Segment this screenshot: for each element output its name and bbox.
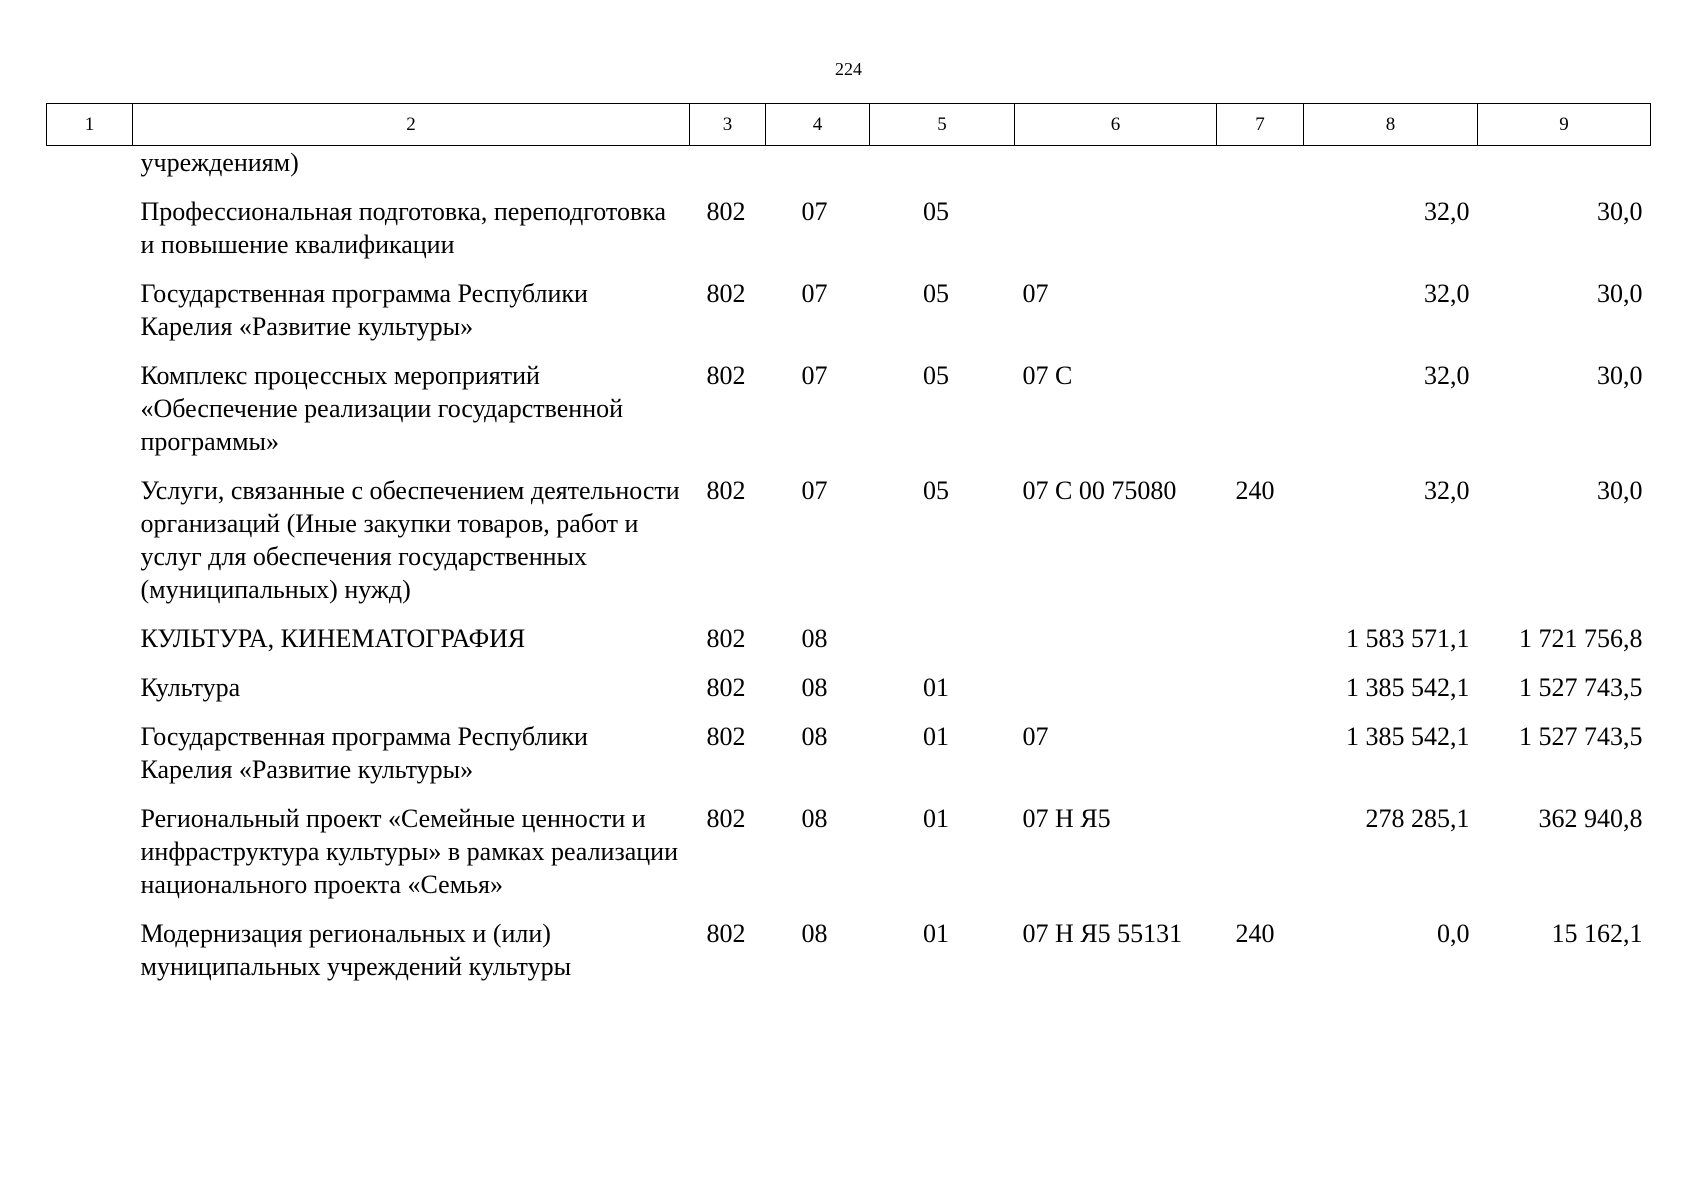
amount-year-2: 30,0 — [1597, 361, 1643, 390]
table-row — [47, 359, 1651, 474]
amount-year-2 — [1478, 146, 1651, 196]
subsection-code: 01 — [923, 722, 949, 751]
item-name: Государственная программа Республики Карелия «Развитие культуры» — [140, 279, 588, 341]
row-spacer — [47, 146, 133, 196]
admin-code: 802 — [706, 197, 746, 226]
row-spacer — [47, 802, 133, 917]
expense-type — [1217, 277, 1304, 359]
column-number-header — [47, 104, 1651, 146]
page-number: 224 — [835, 59, 862, 79]
amount-year-1: 32,0 — [1424, 279, 1470, 308]
amount-year-1: 32,0 — [1424, 476, 1470, 505]
expense-type — [1217, 802, 1304, 917]
section-code: 07 — [801, 197, 828, 226]
table-row — [47, 622, 1651, 671]
column-header: 8 — [1304, 104, 1478, 146]
table-row — [47, 720, 1651, 802]
target-article — [1015, 671, 1217, 720]
amount-year-1 — [1304, 146, 1478, 196]
amount-year-2: 15 162,1 — [1551, 919, 1643, 948]
table-row — [47, 802, 1651, 917]
subsection-code: 05 — [923, 279, 949, 308]
target-article: 07 Н Я5 — [1022, 804, 1111, 833]
column-header: 9 — [1478, 104, 1651, 146]
item-name: Комплекс процессных мероприятий «Обеспечение реализации государственной программы» — [140, 361, 624, 456]
expense-type — [1217, 359, 1304, 474]
subsection-code: 05 — [923, 476, 949, 505]
admin-code: 802 — [706, 476, 746, 505]
subsection-code — [870, 622, 1015, 671]
row-spacer — [47, 917, 133, 999]
column-header: 6 — [1015, 104, 1217, 146]
section-code: 08 — [801, 722, 828, 751]
target-article: 07 С 00 75080 — [1022, 476, 1177, 505]
section-code: 08 — [801, 919, 828, 948]
column-header: 3 — [690, 104, 766, 146]
amount-year-2: 1 527 743,5 — [1519, 722, 1643, 751]
target-article — [1015, 195, 1217, 277]
item-name: Профессиональная подготовка, переподготовка и повышение квалификации — [140, 197, 667, 259]
admin-code — [690, 146, 766, 196]
amount-year-2: 362 940,8 — [1538, 804, 1643, 833]
table-row — [47, 671, 1651, 720]
row-spacer — [47, 195, 133, 277]
subsection-code — [870, 146, 1015, 196]
admin-code: 802 — [706, 624, 746, 653]
table-row — [47, 277, 1651, 359]
item-name: Услуги, связанные с обеспечением деятельности организаций (Иные закупки товаров, работ и услуг для обеспечения государственных (муниципальных) нужд) — [140, 476, 680, 604]
item-name: Модернизация региональных и (или) муниципальных учреждений культуры — [140, 919, 572, 981]
table-row — [47, 195, 1651, 277]
row-spacer — [47, 671, 133, 720]
table-row — [47, 146, 1651, 196]
budget-table — [46, 103, 1651, 999]
row-spacer — [47, 474, 133, 622]
column-header: 5 — [870, 104, 1015, 146]
expense-type — [1217, 195, 1304, 277]
expense-type — [1217, 622, 1304, 671]
row-spacer — [47, 622, 133, 671]
amount-year-1: 1 583 571,1 — [1346, 624, 1470, 653]
item-name: Культура — [140, 673, 241, 702]
item-name: Государственная программа Республики Карелия «Развитие культуры» — [140, 722, 588, 784]
target-article: 07 Н Я5 55131 — [1022, 919, 1183, 948]
target-article: 07 — [1022, 722, 1049, 751]
item-name: учреждениям) — [140, 148, 299, 177]
table-row — [47, 917, 1651, 999]
column-header: 1 — [47, 104, 133, 146]
expense-type: 240 — [1235, 919, 1275, 948]
section-code: 07 — [801, 476, 828, 505]
amount-year-2: 30,0 — [1597, 476, 1643, 505]
amount-year-2: 1 721 756,8 — [1519, 624, 1643, 653]
amount-year-1: 0,0 — [1437, 919, 1470, 948]
expense-type — [1217, 720, 1304, 802]
row-spacer — [47, 277, 133, 359]
column-header: 2 — [133, 104, 690, 146]
expense-type: 240 — [1235, 476, 1275, 505]
target-article — [1015, 146, 1217, 196]
amount-year-1: 1 385 542,1 — [1346, 673, 1470, 702]
subsection-code: 05 — [923, 361, 949, 390]
admin-code: 802 — [706, 919, 746, 948]
subsection-code: 01 — [923, 673, 949, 702]
section-code: 08 — [801, 673, 828, 702]
amount-year-2: 1 527 743,5 — [1519, 673, 1643, 702]
table-row — [47, 474, 1651, 622]
amount-year-1: 278 285,1 — [1365, 804, 1470, 833]
section-code: 08 — [801, 624, 828, 653]
section-code — [766, 146, 870, 196]
admin-code: 802 — [706, 673, 746, 702]
amount-year-1: 32,0 — [1424, 197, 1470, 226]
section-code: 08 — [801, 804, 828, 833]
amount-year-1: 32,0 — [1424, 361, 1470, 390]
expense-type — [1217, 146, 1304, 196]
row-spacer — [47, 359, 133, 474]
target-article — [1015, 622, 1217, 671]
admin-code: 802 — [706, 361, 746, 390]
amount-year-1: 1 385 542,1 — [1346, 722, 1470, 751]
column-header: 4 — [766, 104, 870, 146]
section-code: 07 — [801, 279, 828, 308]
admin-code: 802 — [706, 279, 746, 308]
admin-code: 802 — [706, 722, 746, 751]
row-spacer — [47, 720, 133, 802]
section-code: 07 — [801, 361, 828, 390]
admin-code: 802 — [706, 804, 746, 833]
column-header: 7 — [1217, 104, 1304, 146]
item-name: Региональный проект «Семейные ценности и инфраструктура культуры» в рамках реализации национального проекта «Семья» — [140, 804, 679, 899]
amount-year-2: 30,0 — [1597, 197, 1643, 226]
expense-type — [1217, 671, 1304, 720]
target-article: 07 С — [1022, 361, 1073, 390]
subsection-code: 05 — [923, 197, 949, 226]
target-article: 07 — [1022, 279, 1049, 308]
amount-year-2: 30,0 — [1597, 279, 1643, 308]
subsection-code: 01 — [923, 804, 949, 833]
subsection-code: 01 — [923, 919, 949, 948]
item-name: КУЛЬТУРА, КИНЕМАТОГРАФИЯ — [140, 624, 526, 653]
